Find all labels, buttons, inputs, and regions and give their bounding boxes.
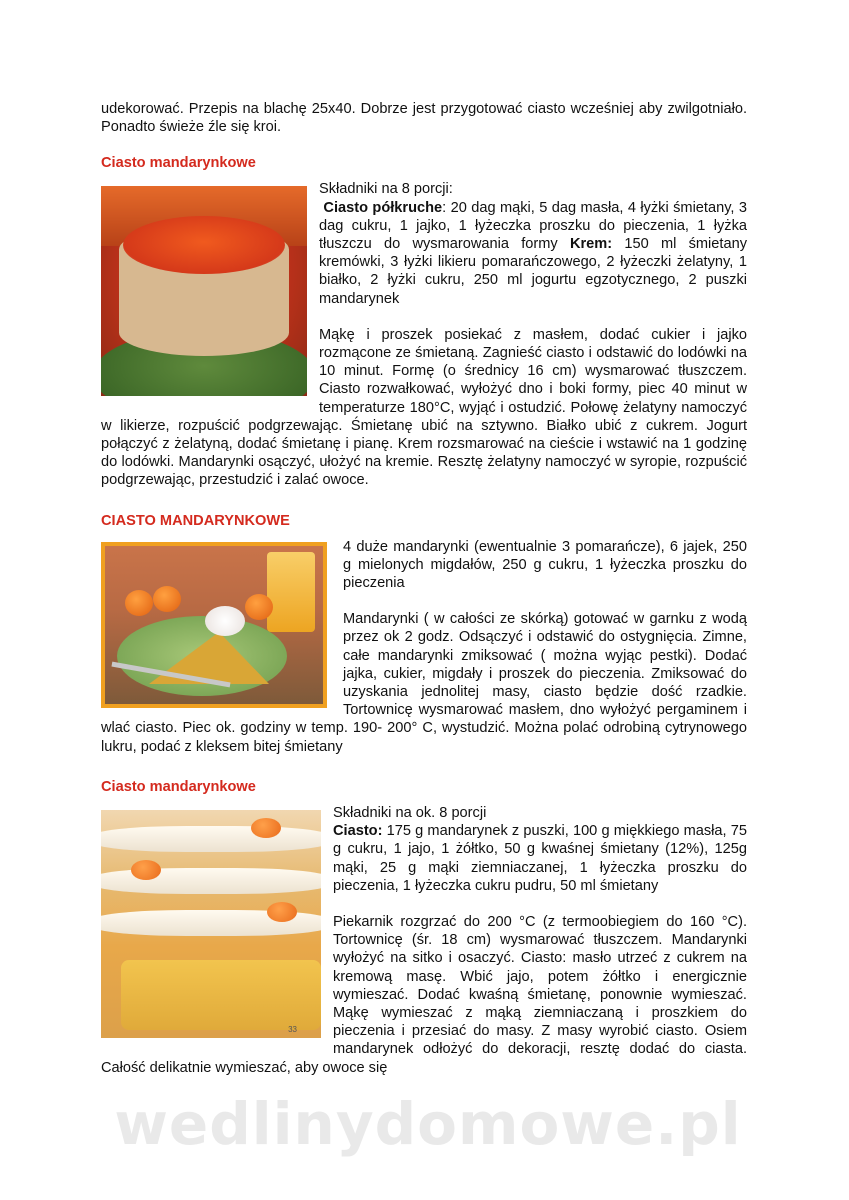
ingredient-label-dough-3: Ciasto: (333, 823, 383, 840)
document-page (101, 100, 747, 1077)
intro-paragraph: udekorować. Przepis na blachę 25x40. Dobrze jest przygotować ciasto wcześniej aby zwilgotniało. Ponadto świeże źle się kroi. (101, 101, 747, 136)
orange-cake-photo (101, 186, 307, 396)
cake-slice-photo (101, 542, 327, 708)
recipe-3-method: Piekarnik rozgrzać do 200 °C (z termoobiegiem do 160 °C). Tortownicę (śr. 18 cm) wysmarować tłuszczem. Mandarynki wyłożyć na sitko i osaczyć. Ciasto: masło utrzeć z cukrem na kremową masę. Wbić jajo, potem żółtko i energicznie wymieszać. Dodać kwaśną śmietanę, ponownie wymieszać. Mąkę wymieszać z mąką ziemniaczaną i proszkiem do pieczenia i przesiać do masy. Z masy wyrobić ciasto. Osiem mandarynek odłożyć do dekoracji, resztę dodać do ciasta. Całość delikatnie wymieszać, aby owoce się (101, 913, 747, 1076)
recipe-1 (101, 154, 747, 489)
ingredient-text-dough: : 20 dag mąki, 5 dag masła, 4 łyżki śmietany, 3 dag cukru, 1 jajko, 1 łyżeczka proszku do pieczenia, 1 łyżka tłuszczu do wysmarowania formy (319, 199, 747, 253)
ingredient-label-cream: Krem: (569, 236, 613, 253)
recipe-3-title: Ciasto mandarynkowe (101, 778, 256, 795)
ingredient-label-dough: Ciasto półkruche (323, 199, 443, 216)
recipe-1-title: Ciasto mandarynkowe (101, 155, 256, 172)
recipe-3-servings: Składniki na ok. 8 porcji (333, 804, 487, 821)
recipe-2-title: CIASTO MANDARYNKOWE (101, 512, 290, 529)
recipe-2-ingredients: 4 duże mandarynki (ewentualnie 3 pomarańcze), 6 jajek, 250 g mielonych migdałów, 250 g cukru, 1 łyżeczka proszku do pieczenia (343, 538, 747, 592)
recipe-1-servings: Składniki na 8 porcji: (319, 181, 453, 198)
recipe-3 (101, 778, 747, 1077)
photo-page-number: 33 (288, 1024, 297, 1034)
watermark: wedlinydomowe.pl (114, 1090, 742, 1158)
recipe-2 (101, 512, 747, 756)
recipe-1-method: Mąkę i proszek posiekać z masłem, dodać cukier i jajko rozmącone ze śmietaną. Zagnieść ciasto i odstawić do lodówki na 10 minut. Formę (o średnicy 16 cm) wysmarować tłuszczem. Ciasto rozwałkować, wyłożyć dno i boki formy, piec 40 minut w temperaturze 180°C, wyjąć i ostudzić. Połowę żelatyny namoczyć w likierze, rozpuścić podgrzewając. Śmietanę ubić na sztywno. Białko ubić z cukrem. Jogurt połączyć z żelatyną, dodać śmietanę i pianę. Krem rozsmarować na cieście i wstawić na 1 godzinę do lodówki. Mandarynki osączyć, ułożyć na kremie. Resztę żelatyny namoczyć w syropie, rozpuścić podgrzewając, przestudzić i zalać owoce. (101, 326, 747, 489)
recipe-2-method: Mandarynki ( w całości ze skórką) gotować w garnku z wodą przez ok 2 godz. Odsączyć i odstawić do ostygnięcia. Zimne, całe mandarynki zmiksować ( można wyjąc pestki). Dodać jajka, cukier, migdały i proszek do pieczenia. Zmiksować do uzyskania jednolitej masy, ciasto będzie dość rzadkie. Tortownicę wysmarować masłem, dno wyłożyć pergaminem i wlać ciasto. Piec ok. godziny w temp. 190- 200° C, wystudzić. Można polać odrobiną cytrynowego lukru, podać z kleksem bitej śmietany (101, 611, 747, 755)
ingredient-text-dough-3: 175 g mandarynek z puszki, 100 g miękkiego masła, 75 g cukru, 1 jajo, 1 żółtko, 50 g kwaśnej śmietany (12%), 125g mąki, 25 g mąki ziemniaczanej, 1 łyżeczka proszku do pieczenia, 1 łyżeczka cukru pudru, 50 ml śmietany (333, 823, 747, 894)
ingredient-text-cream: 150 ml śmietany kremówki, 3 łyżki likieru pomarańczowego, 2 łyżeczki żelatyny, 1 białko, 2 łyżki cukru, 250 ml jogurtu egzotycznego, 2 puszki mandarynek (319, 236, 747, 307)
layered-cake-photo (101, 810, 321, 1038)
